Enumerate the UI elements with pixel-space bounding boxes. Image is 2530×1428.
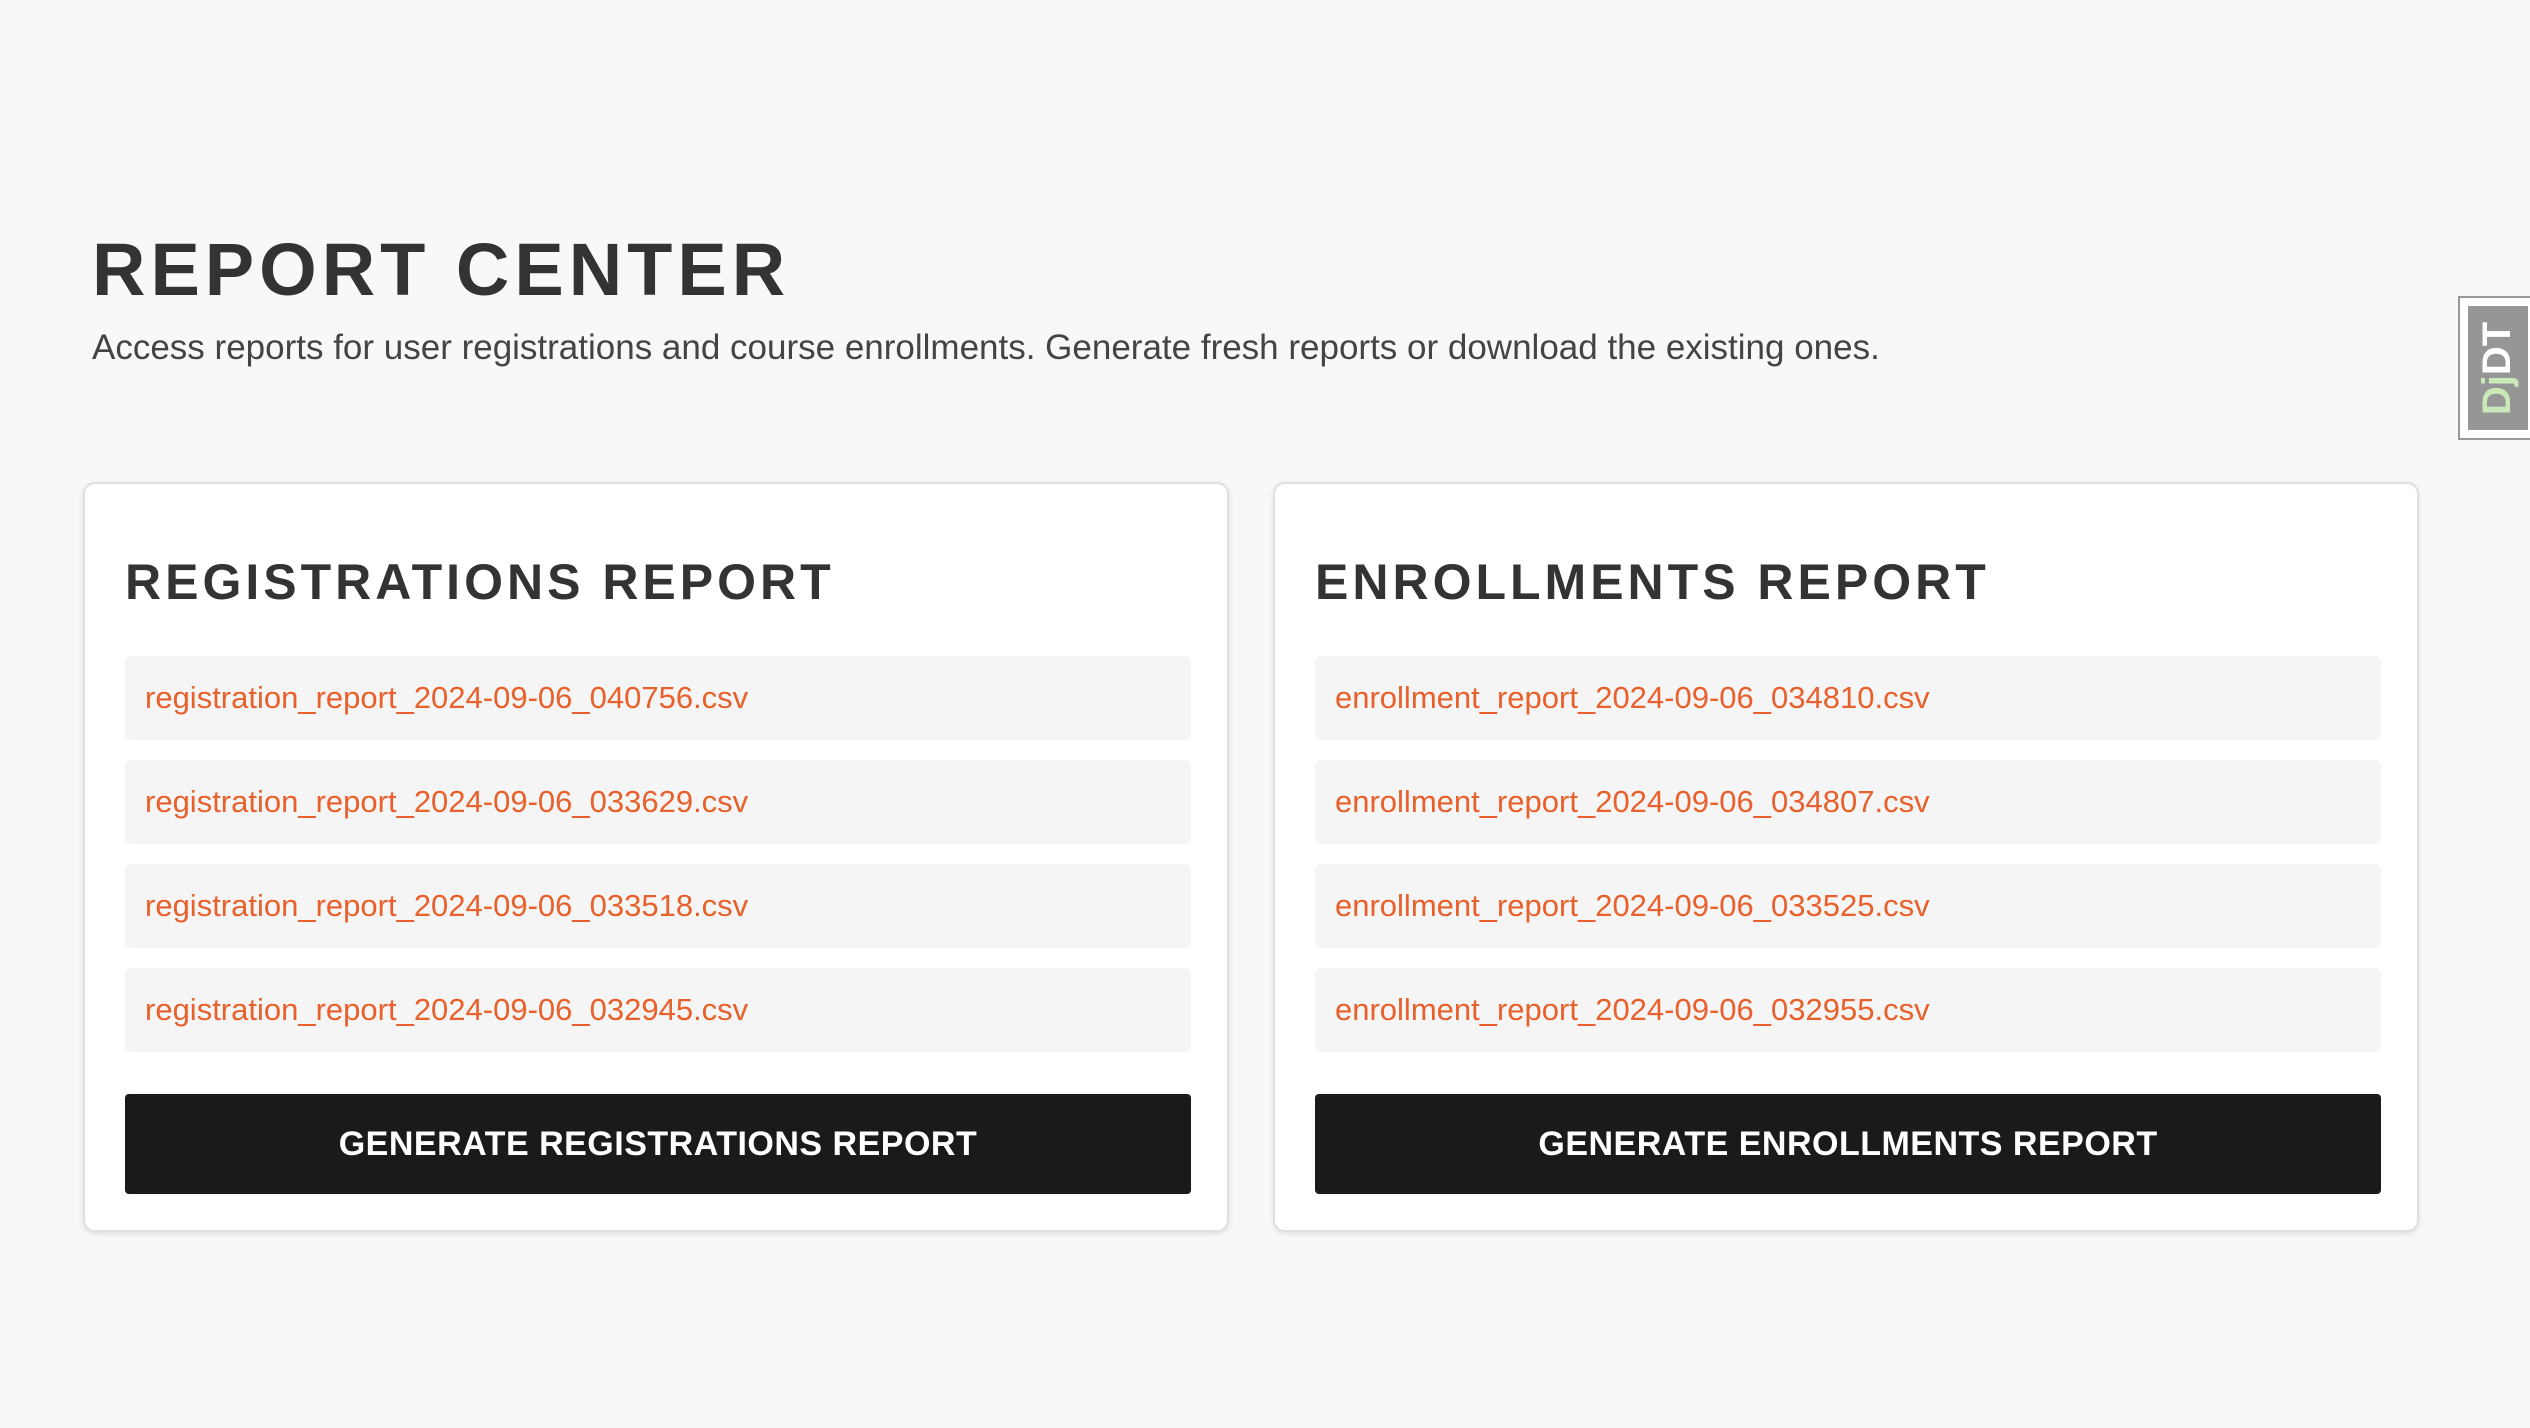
registrations-report-title: REGISTRATIONS REPORT	[125, 554, 835, 610]
enrollments-report-card	[1273, 482, 2419, 1232]
page-subtitle: Access reports for user registrations and course enrollments. Generate fresh reports or download the existing ones.	[92, 328, 1880, 367]
debug-toolbar-handle-inner	[2468, 306, 2528, 430]
generate-registrations-report-button[interactable]: GENERATE REGISTRATIONS REPORT	[125, 1094, 1191, 1194]
registration-report-link[interactable]: registration_report_2024-09-06_033518.csv	[145, 888, 749, 923]
registration-report-link[interactable]: registration_report_2024-09-06_032945.csv	[145, 992, 749, 1027]
enrollments-report-list	[1315, 656, 2381, 1072]
registration-report-link[interactable]: registration_report_2024-09-06_033629.csv	[145, 784, 749, 819]
generate-enrollments-report-button[interactable]: GENERATE ENROLLMENTS REPORT	[1315, 1094, 2381, 1194]
enrollments-report-title: ENROLLMENTS REPORT	[1315, 554, 1990, 610]
list-item	[1315, 656, 2381, 740]
enrollment-report-link[interactable]: enrollment_report_2024-09-06_034807.csv	[1335, 784, 1930, 819]
debug-toolbar-logo-prefix: Dj	[2475, 374, 2520, 415]
list-item	[1315, 864, 2381, 948]
debug-toolbar-logo	[2476, 321, 2521, 414]
list-item	[125, 760, 1191, 844]
list-item	[125, 864, 1191, 948]
page-header	[92, 222, 1880, 370]
registration-report-link[interactable]: registration_report_2024-09-06_040756.csv	[145, 680, 749, 715]
registrations-report-card	[83, 482, 1229, 1232]
list-item	[1315, 760, 2381, 844]
list-item	[1315, 968, 2381, 1052]
page-title: REPORT CENTER	[92, 228, 791, 311]
debug-toolbar-logo-suffix: DT	[2475, 321, 2520, 375]
registrations-report-list	[125, 656, 1191, 1072]
enrollment-report-link[interactable]: enrollment_report_2024-09-06_034810.csv	[1335, 680, 1930, 715]
list-item	[125, 656, 1191, 740]
debug-toolbar-handle[interactable]	[2458, 296, 2530, 440]
enrollment-report-link[interactable]: enrollment_report_2024-09-06_033525.csv	[1335, 888, 1930, 923]
list-item	[125, 968, 1191, 1052]
enrollment-report-link[interactable]: enrollment_report_2024-09-06_032955.csv	[1335, 992, 1930, 1027]
